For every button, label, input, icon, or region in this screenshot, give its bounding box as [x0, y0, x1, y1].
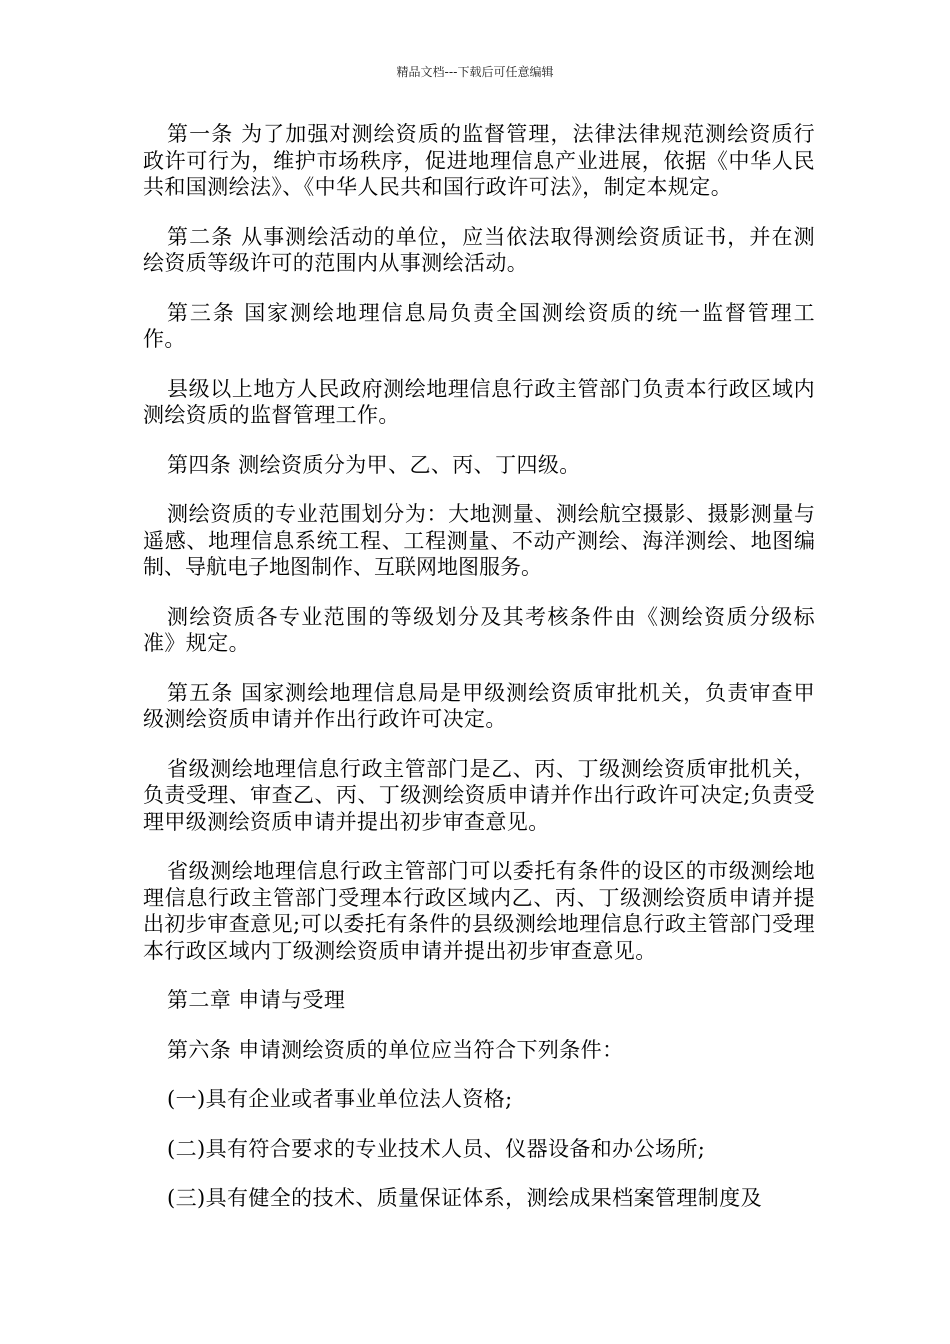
paragraph-professional-scope: 测绘资质的专业范围划分为：大地测量、测绘航空摄影、摄影测量与遥感、地理信息系统工程、工程测量、不动产测绘、海洋测绘、地图编制、导航电子地图制作、互联网地图服务。	[143, 502, 815, 579]
paragraph-article-1: 第一条 为了加强对测绘资质的监督管理，法律法律规范测绘资质行政许可行为，维护市场秩序，促进地理信息产业进展，依据《中华人民共和国测绘法》、《中华人民共和国行政许可法》，制定本规定。	[143, 122, 815, 199]
chapter-heading: 第二章 申请与受理	[167, 988, 346, 1012]
paragraph-article-4: 第四条 测绘资质分为甲、乙、丙、丁四级。	[167, 452, 581, 477]
paragraph-article-5: 第五条 国家测绘地理信息局是甲级测绘资质审批机关，负责审查甲级测绘资质申请并作出行政许可决定。	[143, 680, 815, 731]
list-item-condition-2: (二)具有符合要求的专业技术人员、仪器设备和办公场所;	[167, 1136, 706, 1161]
paragraph-article-3: 第三条 国家测绘地理信息局负责全国测绘资质的统一监督管理工作。	[143, 300, 815, 351]
paragraph-article-2: 第二条 从事测绘活动的单位，应当依法取得测绘资质证书，并在测绘资质等级许可的范围内从事测绘活动。	[143, 224, 815, 275]
list-item-condition-1: (一)具有企业或者事业单位法人资格;	[167, 1087, 513, 1111]
document-body	[143, 121, 815, 1235]
paragraph-local-supervision: 县级以上地方人民政府测绘地理信息行政主管部门负责本行政区域内测绘资质的监督管理工作。	[143, 376, 815, 427]
paragraph-delegation: 省级测绘地理信息行政主管部门可以委托有条件的设区的市级测绘地理信息行政主管部门受理本行政区域内乙、丙、丁级测绘资质申请并提出初步审查意见;可以委托有条件的县级测绘地理信息行政主管部门受理本行政区域内丁级测绘资质申请并提出初步审查意见。	[143, 859, 815, 963]
paragraph-grading-standard: 测绘资质各专业范围的等级划分及其考核条件由《测绘资质分级标准》规定。	[143, 604, 815, 655]
paragraph-provincial-approval: 省级测绘地理信息行政主管部门是乙、丙、丁级测绘资质审批机关，负责受理、审查乙、丙、丁级测绘资质申请并作出行政许可决定;负责受理甲级测绘资质申请并提出初步审查意见。	[143, 756, 815, 834]
page-header: 精品文档---下载后可任意编辑	[396, 65, 554, 79]
paragraph-article-6: 第六条 申请测绘资质的单位应当符合下列条件：	[167, 1037, 624, 1062]
list-item-condition-3: (三)具有健全的技术、质量保证体系，测绘成果档案管理制度及	[167, 1186, 762, 1210]
